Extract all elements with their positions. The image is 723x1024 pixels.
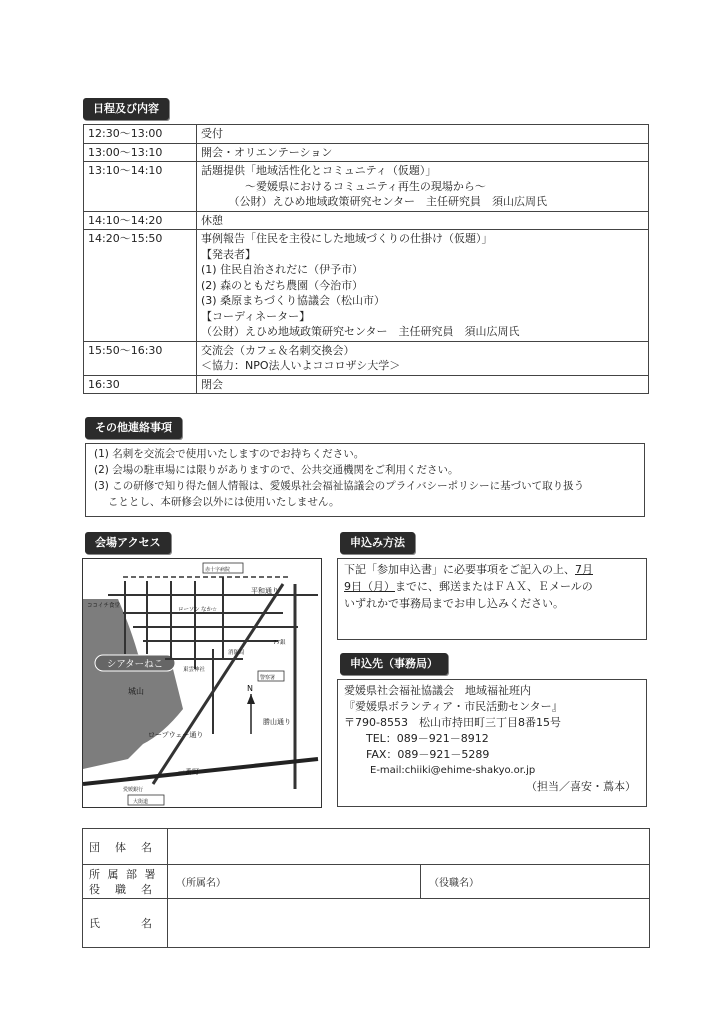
name-input[interactable] [168, 899, 650, 948]
shrine-label: 東雲神社 [183, 667, 206, 673]
schedule-line: 受付 [201, 127, 223, 140]
schedule-line: 【発表者】 [201, 247, 256, 261]
shiroyama-area [83, 599, 183, 769]
apply-text: 下記「参加申込書」に必要事項をご記入の上、 [344, 563, 575, 576]
schedule-time: 12:30～13:00 [84, 125, 197, 144]
schedule-line: (2) 森のともだち農園（今治市） [201, 278, 364, 292]
deadline-text: 9日（月） [344, 580, 395, 593]
schedule-time: 13:10～14:10 [84, 162, 197, 212]
schedule-line: (1) 住民自治されだに（伊予市） [201, 263, 364, 276]
access-heading: 会場アクセス [85, 532, 171, 554]
application-form [82, 828, 650, 948]
heiwa-label: 平和通り [251, 587, 279, 595]
schedule-line: (3) 桑原まちづくり協議会（松山市） [201, 294, 385, 307]
schedule-line: 【コーディネーター】 [201, 309, 311, 323]
schedule-row [84, 162, 649, 212]
name-label: 氏 名 [83, 899, 168, 948]
schedule-content [197, 230, 649, 342]
contact-email[interactable]: E-mail:chiiki@ehime-shakyo.or.jp [370, 765, 536, 776]
schedule-row [84, 125, 649, 144]
okaido-label: 大街道 [133, 799, 149, 805]
schedule-line: 事例報告「住民を主役にした地域づくりの仕掛け（仮題）」 [201, 232, 493, 245]
dept-input[interactable] [168, 865, 421, 899]
contact-address: 〒790-8553 松山市持田町三丁目8番15号 [344, 716, 561, 729]
note-item: こととし、本研修会以外には使用いたしません。 [94, 496, 340, 508]
schedule-line: （公財）えひめ地域政策研究センター 主任研究員 須山広周氏 [201, 195, 548, 208]
access-map [82, 558, 322, 808]
note-item: (2) 会場の駐車場には限りがありますので、公共交通機関をご利用ください。 [94, 464, 459, 476]
lawson-label: ローソン [178, 607, 200, 613]
schedule-row [84, 211, 649, 230]
group-input[interactable] [168, 829, 650, 865]
contact-fax: FAX：089－921－5289 [366, 748, 490, 761]
ichibancho-street [83, 759, 318, 784]
schedule-line: 開会・オリエンテーション [201, 145, 333, 159]
schedule-content [197, 211, 649, 230]
schedule-content [197, 375, 649, 394]
contact-org: 愛媛県社会福祉協議会 地域福祉班内 [344, 684, 531, 697]
apply-text: いずれかで事務局までお申し込みください。 [344, 597, 564, 610]
schedule-heading: 日程及び内容 [83, 98, 169, 120]
schedule-row [84, 230, 649, 342]
police-label: 警察署 [260, 675, 276, 681]
title-placeholder: （役職名） [429, 878, 479, 889]
bank-label: 愛媛銀行 [123, 787, 144, 793]
apply-text: までに、郵送またはＦＡＸ、Ｅメールの [395, 580, 593, 593]
schedule-content [197, 341, 649, 375]
schedule-line: 休憩 [201, 213, 223, 227]
dept-label: 所 属 部 署 [89, 867, 158, 881]
schedule-line: （公財）えひめ地域政策研究センター 主任研究員 須山広周氏 [201, 325, 520, 338]
contact-box [337, 679, 647, 807]
schedule-line: 交流会（カフェ＆名刺交換会） [201, 343, 355, 357]
schedule-line: 閉会 [201, 377, 223, 391]
apply-heading: 申込み方法 [340, 532, 415, 554]
venue-label: シアターねこ [106, 659, 164, 670]
notes-box [85, 443, 645, 517]
form-row-name [83, 899, 650, 948]
shiroyama-label: 城山 [128, 687, 144, 696]
map-graphic [83, 559, 321, 807]
form-row-affiliation [83, 865, 650, 899]
schedule-line: ～愛媛県におけるコミュニティ再生の現場から～ [201, 179, 486, 193]
schedule-content [197, 143, 649, 162]
nakagata-label: なか☆ [201, 607, 217, 613]
contact-staff: （担当／喜安・蔦本） [526, 780, 636, 793]
affiliation-label [83, 865, 168, 899]
contact-tel: TEL：089－921－8912 [366, 732, 489, 745]
schedule-row [84, 341, 649, 375]
schedule-content [197, 162, 649, 212]
north-label: N [247, 684, 253, 693]
schedule-table [83, 124, 649, 394]
north-arrowhead [247, 694, 255, 704]
schedule-line: ＜協力：NPO法人いよココロザシ大学＞ [201, 359, 401, 372]
schedule-time: 15:50～16:30 [84, 341, 197, 375]
position-label: 役 職 名 [89, 882, 154, 896]
note-item: (3) この研修で知り得た個人情報は、愛媛県社会福祉協議会のプライバシーポリシーに基づいて取り扱う [94, 480, 585, 492]
cocoichi-label: ココイチ食堂 [87, 603, 120, 609]
ropeway-label: ロープウェー通り [148, 731, 204, 739]
notes-heading: その他連絡事項 [85, 417, 182, 439]
form-row-group [83, 829, 650, 865]
schedule-time: 16:30 [84, 375, 197, 394]
schedule-time: 13:00～13:10 [84, 143, 197, 162]
fire-label: 消防局 [228, 650, 245, 656]
schedule-content [197, 125, 649, 144]
contact-heading: 申込先（事務局） [340, 653, 448, 675]
katsuyama-label: 勝山通り [263, 718, 291, 726]
group-label: 団 体 名 [83, 829, 168, 865]
title-input[interactable] [421, 865, 650, 899]
station-label: 77銀 [273, 640, 286, 646]
schedule-time: 14:20～15:50 [84, 230, 197, 342]
dept-placeholder: （所属名） [176, 878, 226, 889]
ichibancho-label: 一番町 [178, 768, 199, 776]
schedule-time: 14:10～14:20 [84, 211, 197, 230]
hospital-label: 赤十字病院 [205, 567, 231, 573]
note-item: (1) 名刺を交流会で使用いたしますのでお持ちください。 [94, 448, 365, 460]
deadline-text: 7月 [575, 563, 593, 576]
schedule-line: 話題提供「地域活性化とコミュニティ（仮題）」 [201, 164, 437, 177]
contact-center: 『愛媛県ボランティア・市民活動センター』 [344, 700, 563, 713]
schedule-row [84, 375, 649, 394]
schedule-row [84, 143, 649, 162]
apply-box [337, 558, 647, 640]
